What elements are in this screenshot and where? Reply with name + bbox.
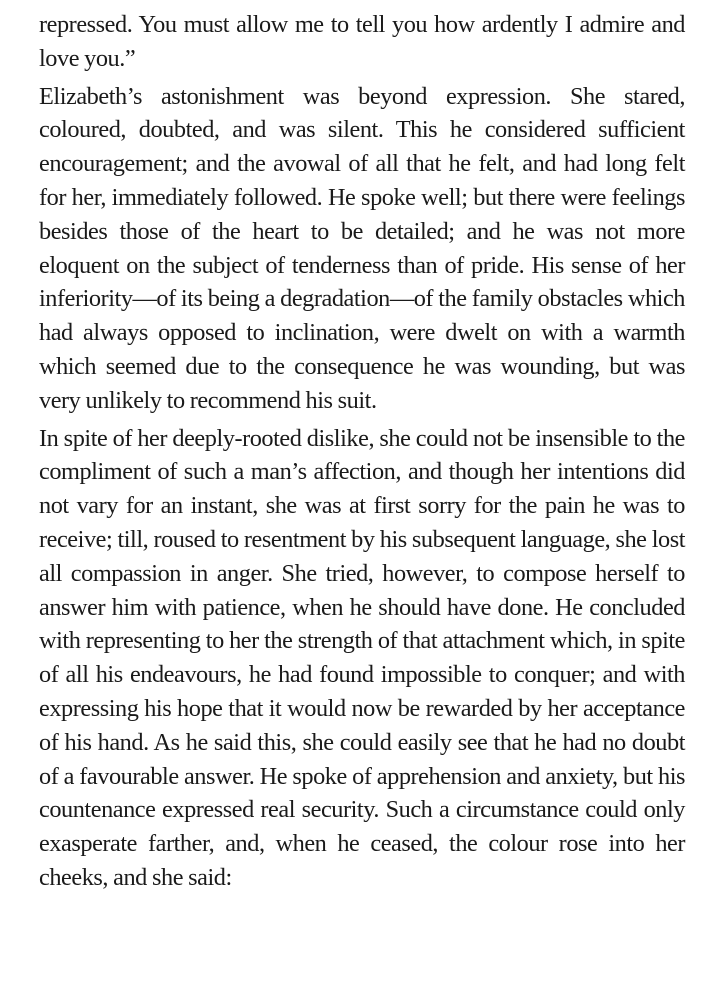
paragraph-deeply-rooted-dislike: In spite of her deeply-rooted dislike, she could not be insensible to the compliment of such a man’s affection, and though her intentions did not vary for an instant, she was at first sorry for the pain he was to receive; till, roused to resentment by his subsequent language, she lost all compassion in anger. She tried, however, to compose herself to answer him with patience, when he should have done. He concluded with representing to her the strength of that attachment which, in spite of all his endeavours, he had found impossible to conquer; and with expressing his hope that it would now be rewarded by her acceptance of his hand. As he said this, she could easily see that he had no doubt of a favourable answer. He spoke of apprehension and anxiety, but his countenance expressed real security. Such a circumstance could only exasperate farther, and, when he ceased, the colour rose into her cheeks, and she said: [39, 424, 685, 891]
page-body [39, 8, 685, 895]
paragraph-continuation: repressed. You must allow me to tell you how ardently I admire and love you.” [39, 11, 685, 72]
paragraph-elizabeth-astonishment: Elizabeth’s astonishment was beyond expression. She stared, coloured, doubted, and was silent. This he considered sufficient encouragement; and the avowal of all that he felt, and had long felt for her, immediately followed. He spoke well; but there were feelings besides those of the heart to be detailed; and he was not more eloquent on the subject of tenderness than of pride. His sense of her inferiority—of its being a degradation—of the family obstacles which had always opposed to inclination, were dwelt on with a warmth which seemed due to the consequence he was wounding, but was very unlikely to recommend his suit. [39, 82, 685, 414]
